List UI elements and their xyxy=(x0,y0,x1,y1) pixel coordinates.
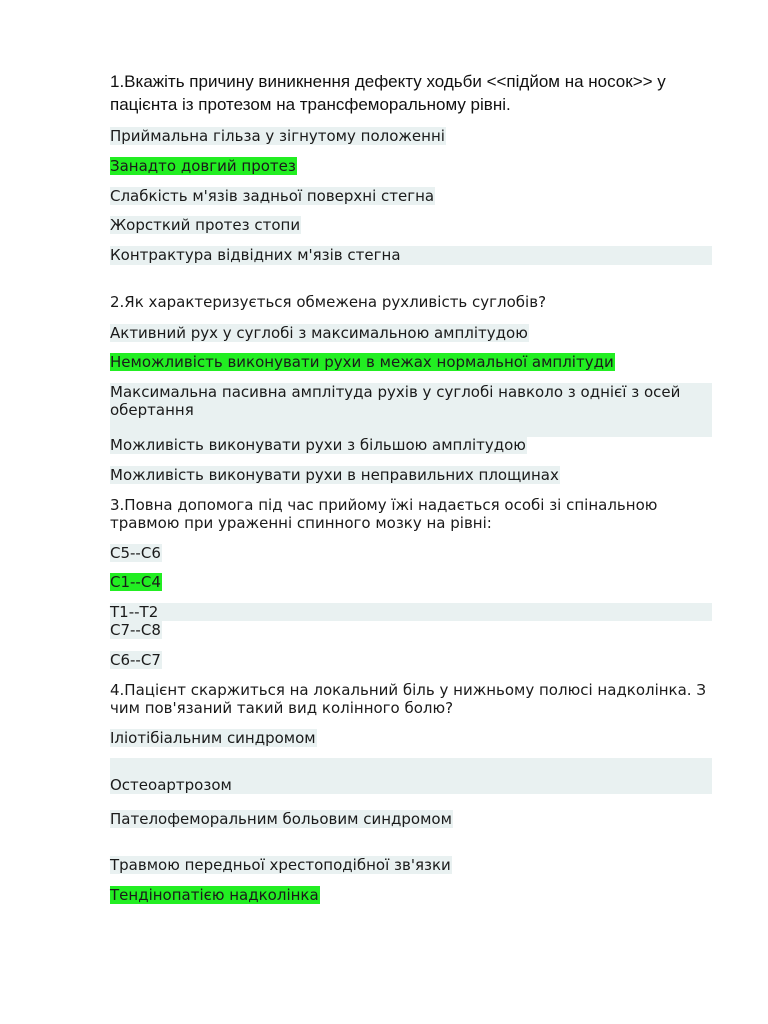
question-2-option-5: Можливість виконувати рухи в неправильних площинах xyxy=(110,466,559,484)
question-2-title: 2.Як характеризується обмежена рухливість суглобів? xyxy=(110,293,547,311)
question-1-option-3: Слабкість м'язів задньої поверхні стегна xyxy=(110,187,435,205)
question-4-option-3: Пателофеморальним больовим синдромом xyxy=(110,810,452,828)
question-2-option-2-correct: Неможливість виконувати рухи в межах нормальної амплітуди xyxy=(110,353,614,371)
question-1-option-4: Жорсткий протез стопи xyxy=(110,216,301,234)
question-4-option-5-correct: Тендінопатією надколінка xyxy=(110,886,319,904)
question-2-option-1: Активний рух у суглобі з максимальною амплітудою xyxy=(110,324,528,342)
question-3-option-5: С6--С7 xyxy=(110,651,161,669)
question-2-option-4: Можливість виконувати рухи з більшою амплітудою xyxy=(110,436,526,454)
question-4-title: 4.Пацієнт скаржиться на локальний біль у нижньому полюсі надколінка. З чим пов'язаний такий вид колінного болю? xyxy=(110,681,706,717)
question-1-title: 1.Вкажіть причину виникнення дефекту ходьби <<підйом на носок>> у пацієнта із протезом на трансфеморальному рівні. xyxy=(110,72,666,114)
question-3-option-2-correct: С1--С4 xyxy=(110,573,161,591)
question-1-option-1: Приймальна гільза у зігнутому положенні xyxy=(110,127,445,145)
question-1-option-2-correct: Занадто довгий протез xyxy=(110,157,296,175)
question-4-option-2: Остеоартрозом xyxy=(110,758,712,794)
question-3-option-4: С7--С8 xyxy=(110,621,161,639)
question-4-option-4: Травмою передньої хрестоподібної зв'язки xyxy=(110,856,451,874)
question-3-option-1: С5--С6 xyxy=(110,544,161,562)
question-2-option-3: Максимальна пасивна амплітуда рухів у суглобі навколо з однієї з осей обертання xyxy=(110,383,712,437)
question-3-title: 3.Повна допомога під час прийому їжі надається особі зі спінальною травмою при ураженні спинного мозку на рівні: xyxy=(110,496,658,532)
question-3-option-3: Т1--Т2 xyxy=(110,603,712,621)
question-4-option-1: Іліотібіальним синдромом xyxy=(110,729,316,747)
question-1-option-5: Контрактура відвідних м'язів стегна xyxy=(110,246,712,265)
